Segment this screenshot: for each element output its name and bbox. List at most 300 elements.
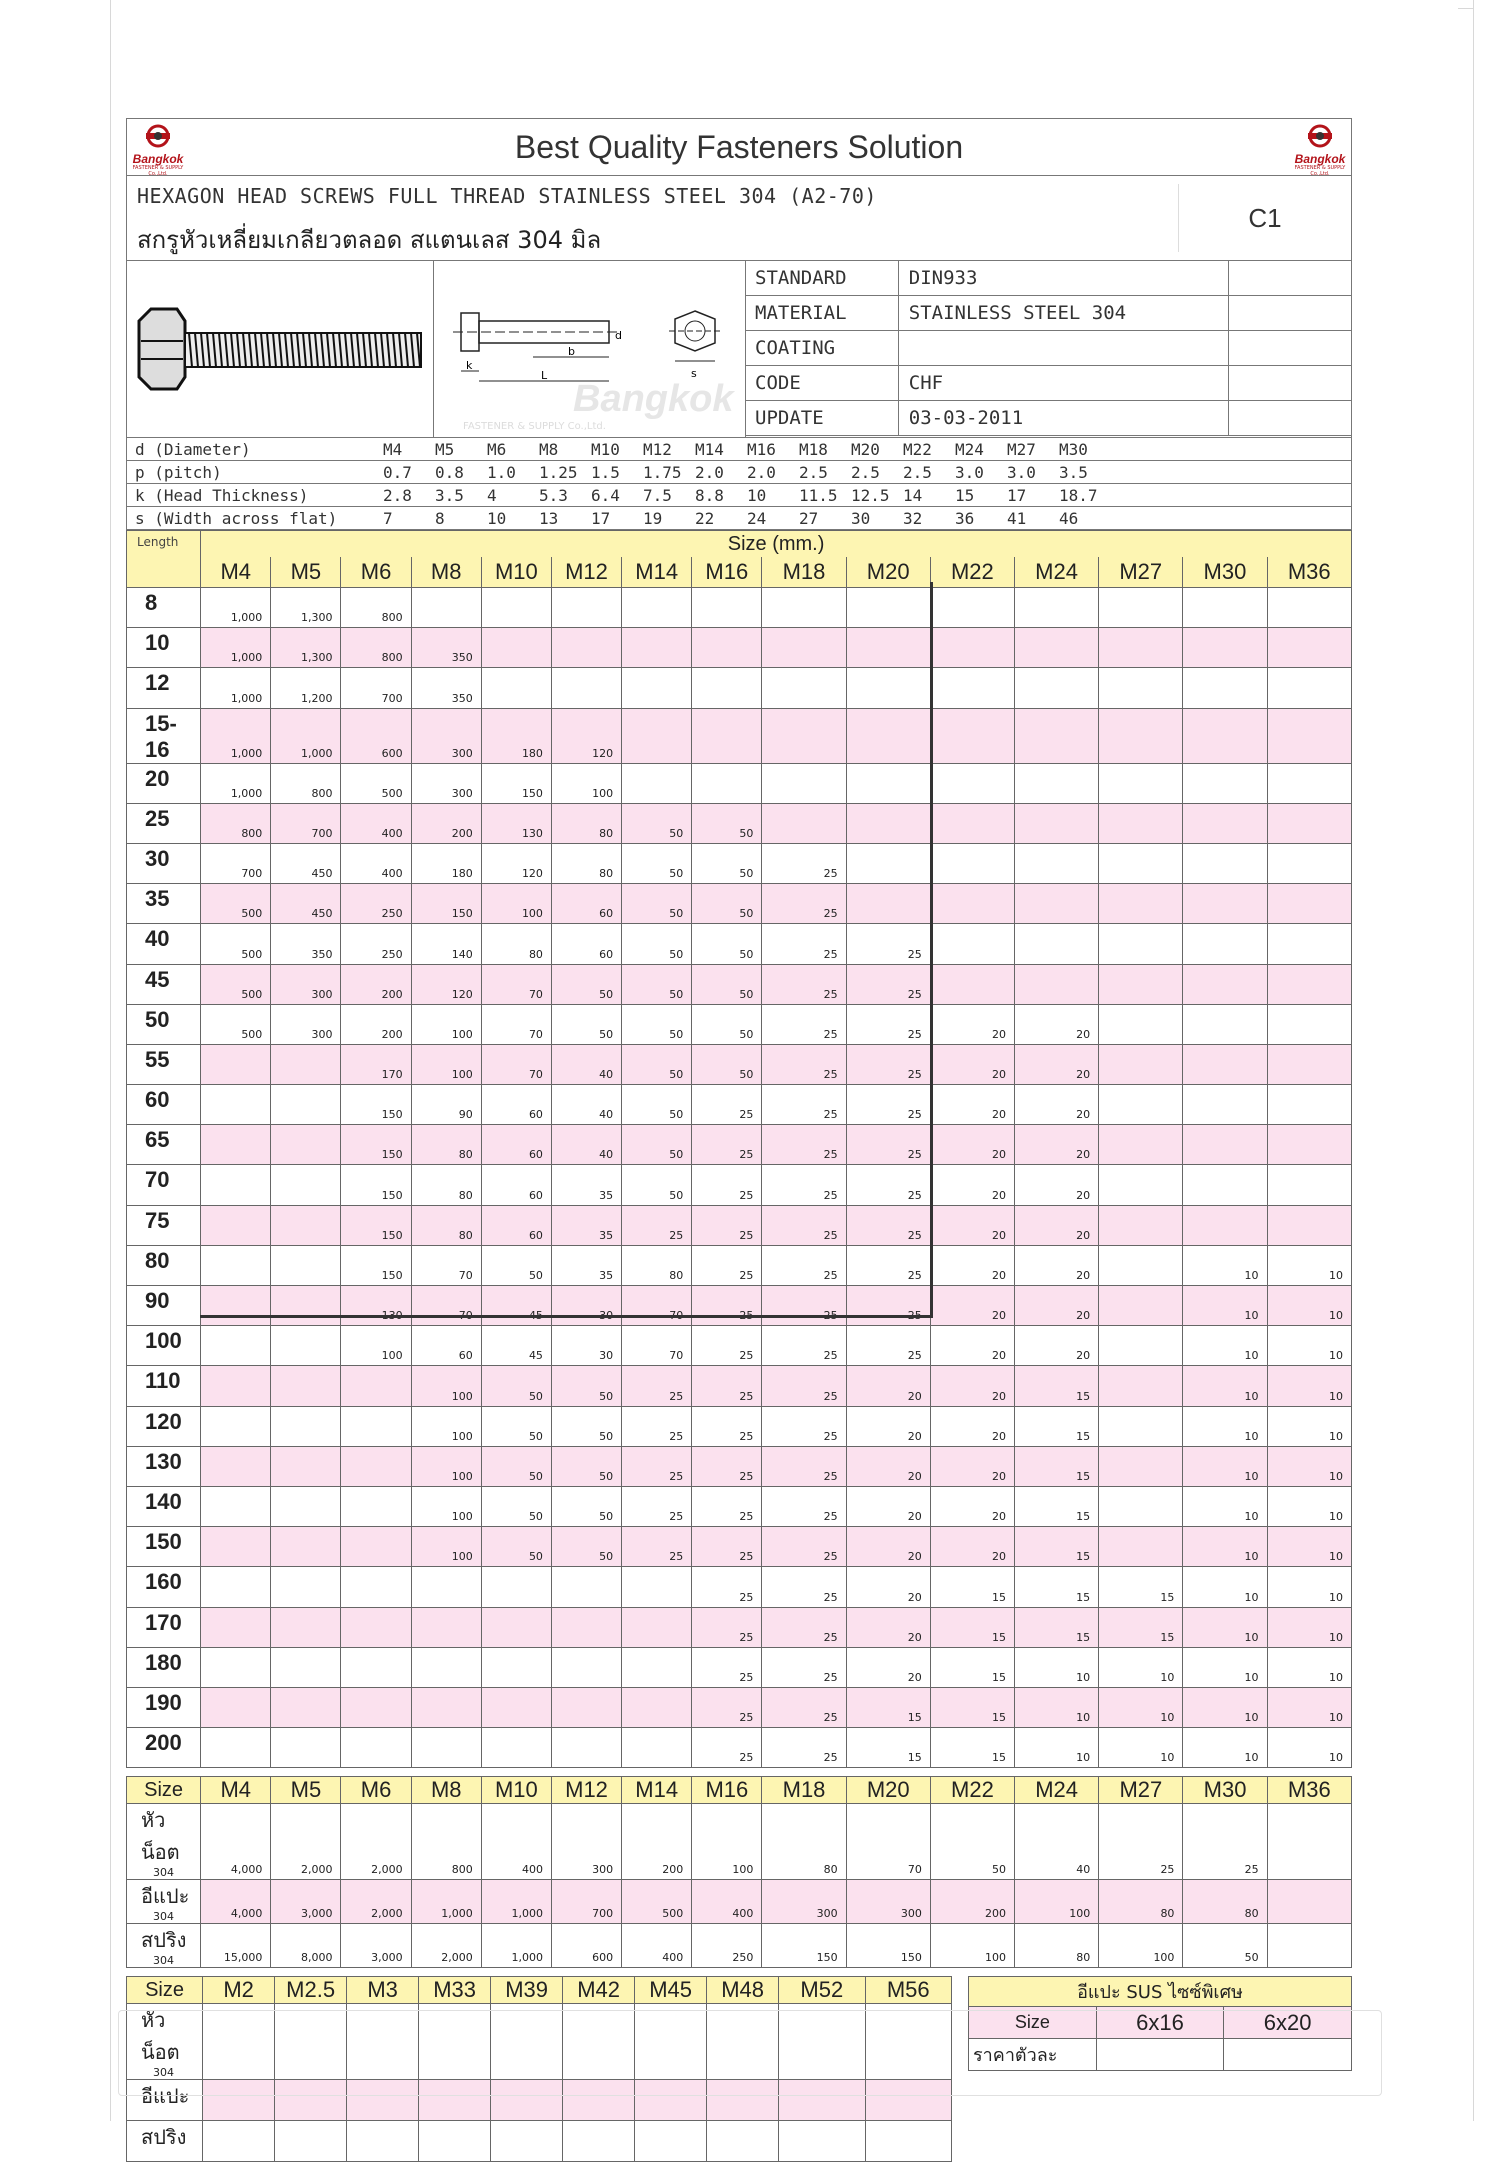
large-qty-cell [865,2121,951,2162]
acc-qty-cell [481,1924,551,1968]
acc-qty-value: 1,000 [511,1951,543,1965]
length-value: 80 [127,1245,201,1285]
qty-cell [1014,1205,1098,1245]
qty-cell [271,1165,341,1205]
qty-cell [692,763,762,803]
qty-value: 25 [669,1228,684,1242]
qty-value: 20 [1076,1027,1091,1041]
dims-pad [1111,507,1352,530]
size-col-m6: M6 [341,557,411,587]
length-row [127,1044,1352,1084]
qty-cell [341,1647,411,1687]
acc-qty-value: 400 [521,1863,543,1877]
qty-value: 150 [451,907,473,921]
length-value: 65 [127,1125,201,1165]
length-row [127,1004,1352,1044]
qty-value: 80 [669,1269,684,1282]
qty-value: 100 [451,1429,473,1443]
acc-qty-cell [846,1924,930,1968]
corner-mark [1458,8,1474,9]
dims-value: 10 [747,484,799,507]
qty-value: 200 [381,1027,403,1041]
qty-cell [762,763,846,803]
qty-cell [341,1085,411,1125]
qty-value: 20 [1076,1269,1091,1282]
length-row [127,1406,1352,1446]
qty-cell [846,843,930,883]
qty-cell [1183,924,1267,964]
dims-value: 19 [643,507,695,530]
dims-label: d (Diameter) [127,438,384,461]
dims-value: 22 [695,507,747,530]
qty-cell [622,588,692,628]
qty-cell [622,1125,692,1165]
dims-value: 17 [591,507,643,530]
dims-label: k (Head Thickness) [127,484,384,507]
length-row [127,668,1352,708]
qty-cell [846,1366,930,1406]
qty-cell [692,1486,762,1526]
length-value: 30 [127,843,201,883]
qty-cell [481,628,551,668]
qty-cell [411,1044,481,1084]
qty-cell [930,1647,1014,1687]
qty-cell [846,1165,930,1205]
qty-cell [551,1527,621,1567]
qty-cell [762,1527,846,1567]
qty-cell [846,1044,930,1084]
acc-size-col: M6 [341,1777,411,1804]
qty-cell [481,1567,551,1607]
qty-cell [762,1406,846,1446]
qty-value: 20 [991,1349,1006,1363]
qty-value: 15 [1160,1590,1175,1604]
qty-cell [481,1165,551,1205]
qty-cell [481,1607,551,1647]
qty-cell [692,1446,762,1486]
dims-pad [1111,484,1352,507]
qty-value: 25 [739,1469,754,1483]
acc-qty-cell [622,1880,692,1924]
qty-value: 800 [381,651,403,665]
qty-cell [481,1004,551,1044]
dims-value: 11.5 [799,484,851,507]
acc-qty-cell [1099,1880,1183,1924]
qty-value: 25 [823,1027,838,1041]
dim-label-d: d [615,329,622,342]
qty-value: 15 [1076,1469,1091,1483]
qty-value: 150 [381,1108,403,1122]
qty-value: 10 [1076,1711,1091,1725]
large-size-col: M45 [635,1977,707,2004]
qty-cell [1183,628,1267,668]
qty-cell [201,1728,271,1768]
qty-cell [201,1607,271,1647]
qty-value: 25 [823,1630,838,1644]
large-size-col: M56 [865,1977,951,2004]
technical-drawing [433,261,746,437]
qty-cell [411,924,481,964]
qty-cell [1267,803,1351,843]
qty-cell [1014,1527,1098,1567]
qty-value: 50 [669,1068,684,1082]
qty-value: 45 [528,1349,543,1363]
acc-qty-cell [622,1804,692,1880]
acc-qty-cell [341,1924,411,1968]
spec-key: STANDARD [745,261,898,296]
qty-value: 150 [381,1269,403,1282]
logo-subtext: FASTENER & SUPPLY Co.,Ltd. [1294,165,1346,177]
qty-value: 20 [1076,1349,1091,1363]
qty-cell [692,668,762,708]
spec-row [745,401,1351,436]
qty-value: 50 [669,867,684,881]
qty-cell [622,1728,692,1768]
qty-value: 25 [739,1228,754,1242]
qty-cell [762,1044,846,1084]
acc-qty-cell [1267,1880,1351,1924]
qty-cell [1014,1165,1098,1205]
qty-value: 35 [599,1188,614,1202]
qty-cell [1267,628,1351,668]
qty-value: 15 [1160,1630,1175,1644]
qty-cell [341,1728,411,1768]
qty-cell [1267,708,1351,763]
qty-value: 10 [1329,1711,1343,1725]
dims-value: 36 [955,507,1007,530]
length-row [127,1728,1352,1768]
qty-cell [622,1044,692,1084]
qty-value: 25 [823,1228,838,1242]
acc-qty-value: 250 [732,1951,754,1965]
length-value: 170 [127,1607,201,1647]
qty-value: 15 [991,1751,1006,1765]
qty-value: 25 [823,907,838,921]
qty-value: 25 [739,1429,754,1443]
qty-cell [1014,1446,1098,1486]
qty-value: 50 [528,1429,543,1443]
qty-cell [762,1165,846,1205]
qty-value: 100 [592,786,614,800]
qty-cell [551,964,621,1004]
acc-row [127,1804,1352,1880]
length-value: 140 [127,1486,201,1526]
dims-value: 7 [383,507,435,530]
qty-cell [1267,964,1351,1004]
qty-cell [1014,763,1098,803]
qty-cell [551,668,621,708]
large-row-grade: 304 [153,2066,174,2080]
qty-cell [551,1607,621,1647]
dims-value: 2.0 [747,461,799,484]
length-row [127,1085,1352,1125]
qty-value: 800 [311,786,333,800]
large-qty-cell [779,2121,865,2162]
qty-cell [846,1728,930,1768]
qty-value: 25 [823,947,838,961]
qty-value: 10 [1329,1670,1343,1684]
qty-cell [762,1486,846,1526]
acc-qty-value: 25 [1160,1863,1175,1877]
acc-qty-value: 100 [732,1863,754,1877]
qty-cell [411,1687,481,1727]
dims-value: M16 [747,438,799,461]
qty-cell [481,1044,551,1084]
qty-cell [692,1647,762,1687]
qty-value: 1,200 [300,691,333,705]
qty-cell [762,1728,846,1768]
length-row [127,763,1352,803]
qty-value: 15 [991,1711,1006,1725]
qty-value: 20 [991,1469,1006,1483]
qty-value: 25 [823,1349,838,1363]
qty-value: 90 [458,1108,473,1122]
qty-cell [1267,1687,1351,1727]
qty-value: 50 [669,987,684,1001]
qty-cell [481,708,551,763]
length-row [127,924,1352,964]
qty-cell [930,1446,1014,1486]
qty-cell [271,1446,341,1486]
acc-size-col: M27 [1099,1777,1183,1804]
qty-cell [1014,1044,1098,1084]
acc-qty-cell [1015,1880,1099,1924]
qty-value: 20 [907,1510,922,1524]
qty-value: 700 [381,691,403,705]
qty-value: 20 [907,1670,922,1684]
qty-cell [1183,1527,1267,1567]
qty-value: 60 [528,1108,543,1122]
large-size-col: M2 [203,1977,275,2004]
acc-qty-value: 15,000 [223,1951,263,1965]
spec-block [126,261,1352,438]
qty-value: 50 [528,1550,543,1564]
logo-emblem-icon [1305,123,1335,149]
qty-cell [846,1406,930,1446]
dims-value: 7.5 [643,484,695,507]
qty-value: 350 [451,691,473,705]
qty-cell [551,1728,621,1768]
qty-value: 25 [907,1108,922,1122]
qty-value: 20 [991,1429,1006,1443]
qty-value: 500 [241,947,263,961]
qty-cell [846,1245,930,1285]
length-value: 130 [127,1446,201,1486]
qty-value: 50 [599,1429,614,1443]
acc-qty-cell [411,1804,481,1880]
qty-cell [692,1607,762,1647]
qty-value: 100 [451,1068,473,1082]
qty-value: 50 [739,1068,754,1082]
acc-row-label [127,1880,201,1924]
acc-row-grade: 304 [153,1954,174,1968]
qty-cell [551,1205,621,1245]
qty-cell [551,1165,621,1205]
qty-value: 25 [739,1590,754,1604]
acc-size-col: M36 [1267,1777,1351,1804]
acc-qty-cell [271,1880,341,1924]
qty-cell [1183,668,1267,708]
qty-cell [1099,1004,1183,1044]
qty-cell [271,1286,341,1326]
qty-value: 70 [669,1349,684,1363]
dims-value: 3.0 [955,461,1007,484]
qty-cell [1267,1044,1351,1084]
qty-cell [481,1205,551,1245]
qty-cell [411,964,481,1004]
acc-size-col: M5 [271,1777,341,1804]
qty-value: 25 [907,987,922,1001]
acc-qty-cell [551,1924,621,1968]
qty-cell [271,1205,341,1245]
qty-value: 20 [991,1027,1006,1041]
acc-qty-value: 2,000 [371,1863,403,1877]
qty-cell [411,1728,481,1768]
dims-row [127,507,1352,530]
qty-cell [846,1607,930,1647]
spec-key: MATERIAL [745,296,898,331]
length-row [127,803,1352,843]
qty-cell [411,1165,481,1205]
qty-value: 25 [823,1148,838,1162]
large-row-name: อีแปะ [141,2084,190,2109]
qty-cell [341,884,411,924]
qty-cell [692,1125,762,1165]
length-value: 75 [127,1205,201,1245]
qty-value: 10 [1329,1429,1343,1443]
qty-cell [622,628,692,668]
qty-cell [692,884,762,924]
qty-cell [1267,1165,1351,1205]
acc-qty-value: 80 [1076,1951,1091,1965]
qty-cell [1267,1125,1351,1165]
qty-cell [551,924,621,964]
qty-cell [201,1687,271,1727]
qty-value: 1,000 [230,786,263,800]
qty-value: 20 [1076,1148,1091,1162]
acc-qty-cell [1183,1880,1267,1924]
spec-row [745,261,1351,296]
dims-value: 1.25 [539,461,591,484]
qty-cell [762,1085,846,1125]
qty-cell [930,1205,1014,1245]
qty-value: 50 [669,826,684,840]
qty-value: 25 [907,1349,922,1363]
qty-cell [1099,1044,1183,1084]
acc-size-col: M18 [762,1777,846,1804]
qty-value: 450 [311,907,333,921]
qty-cell [1183,1205,1267,1245]
acc-qty-cell [201,1924,271,1968]
acc-size-col: M22 [930,1777,1014,1804]
qty-value: 50 [599,1510,614,1524]
qty-cell [1014,1245,1098,1285]
qty-value: 10 [1244,1751,1259,1765]
qty-value: 20 [991,1068,1006,1082]
dims-value: 4 [487,484,539,507]
qty-cell [481,588,551,628]
acc-qty-value: 4,000 [230,1907,263,1921]
qty-cell [411,1486,481,1526]
price-sheet [126,118,1352,2150]
qty-value: 25 [669,1429,684,1443]
length-value: 160 [127,1567,201,1607]
qty-cell [692,1004,762,1044]
qty-cell [1099,708,1183,763]
bolt-photo [127,261,434,437]
length-value: 55 [127,1044,201,1084]
qty-cell [622,1286,692,1326]
qty-cell [271,1567,341,1607]
size-col-m27: M27 [1099,557,1183,587]
qty-cell [551,884,621,924]
qty-cell [1183,1286,1267,1326]
qty-cell [481,924,551,964]
qty-value: 60 [458,1349,473,1363]
qty-cell [692,1245,762,1285]
qty-value: 60 [599,907,614,921]
dims-value: M24 [955,438,1007,461]
large-size-col: M3 [347,1977,419,2004]
qty-value: 20 [991,1550,1006,1564]
qty-cell [930,1165,1014,1205]
qty-cell [846,964,930,1004]
qty-value: 300 [451,746,473,760]
qty-cell [551,1004,621,1044]
qty-cell [692,1728,762,1768]
qty-value: 400 [381,826,403,840]
qty-value: 50 [599,1389,614,1403]
qty-cell [930,668,1014,708]
qty-value: 1,000 [230,651,263,665]
grid-header-row [127,531,1352,558]
qty-cell [762,884,846,924]
qty-cell [622,763,692,803]
dims-value: M20 [851,438,903,461]
size-col-m30: M30 [1183,557,1267,587]
product-code: C1 [1178,184,1351,252]
dims-pad [1111,461,1352,484]
qty-cell [411,803,481,843]
qty-value: 180 [521,746,543,760]
qty-value: 10 [1160,1670,1175,1684]
acc-qty-cell [1099,1804,1183,1880]
qty-value: 30 [599,1349,614,1363]
qty-cell [551,1286,621,1326]
qty-value: 25 [823,1590,838,1604]
qty-cell [930,1728,1014,1768]
qty-cell [1183,588,1267,628]
qty-value: 500 [381,786,403,800]
qty-cell [271,884,341,924]
qty-cell [271,1326,341,1366]
qty-cell [1183,1004,1267,1044]
qty-value: 25 [907,1228,922,1242]
dims-value: 30 [851,507,903,530]
acc-qty-value: 800 [451,1863,473,1877]
length-value: 40 [127,924,201,964]
qty-cell [1014,628,1098,668]
qty-value: 60 [528,1148,543,1162]
qty-value: 80 [599,826,614,840]
acc-qty-value: 2,000 [300,1863,333,1877]
qty-cell [481,1085,551,1125]
qty-cell [201,803,271,843]
qty-cell [1099,1286,1183,1326]
spec-empty [1228,296,1351,331]
spec-table [745,261,1351,436]
acc-size-col: M24 [1015,1777,1099,1804]
